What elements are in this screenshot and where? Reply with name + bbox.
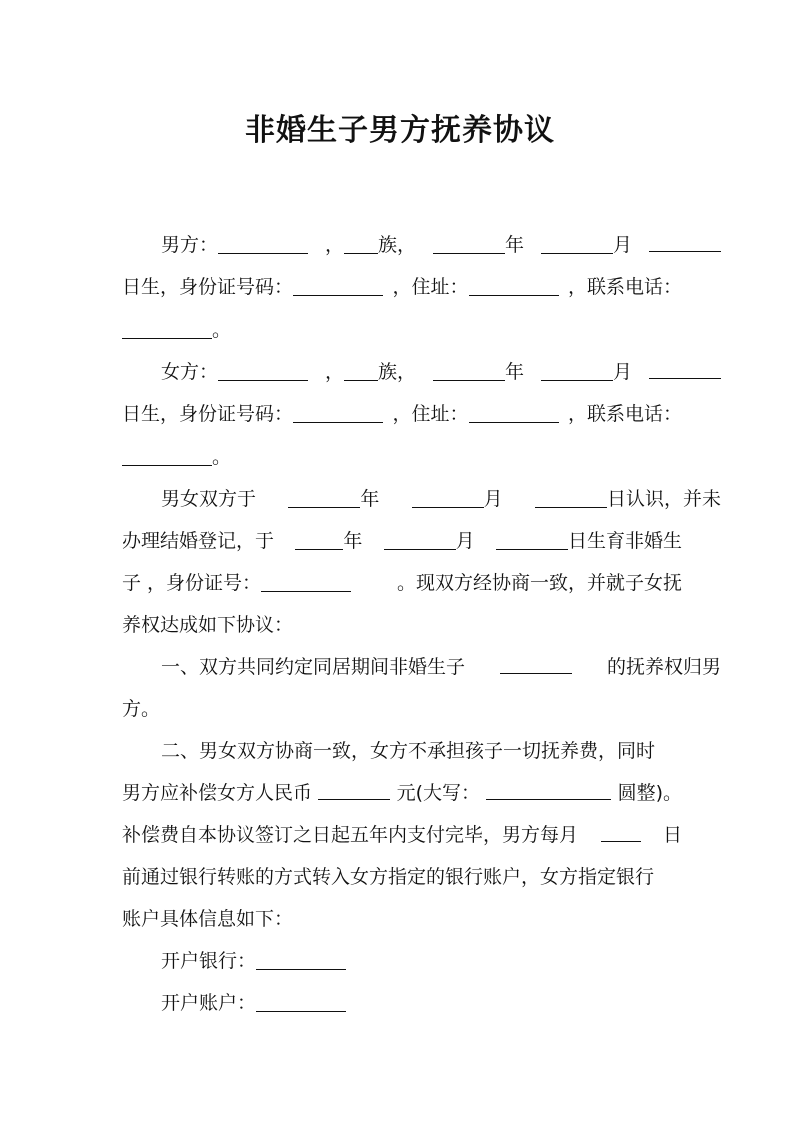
meeting-line-1 — [122, 485, 721, 513]
birth-day-blank[interactable] — [496, 529, 568, 550]
compensation-text: 男方应补偿女方人民币 — [122, 782, 313, 804]
phone-label: 联系电话： — [586, 403, 682, 425]
female-birth-day-blank[interactable] — [649, 358, 721, 379]
clause-2-line-3 — [122, 821, 682, 849]
male-line-3 — [122, 316, 682, 344]
address-label: 住址： — [411, 403, 469, 425]
female-phone-blank[interactable] — [122, 445, 212, 466]
female-name-blank[interactable] — [218, 360, 308, 381]
female-line-1 — [122, 358, 721, 386]
clause-2-text: 二、男女双方协商一致，女方不承担孩子一切抚养费，同时 — [161, 740, 656, 762]
female-address-blank[interactable] — [469, 402, 559, 423]
id-label: 身份证号码： — [179, 276, 294, 298]
clause-1-line-1 — [122, 653, 721, 681]
comma: ， — [324, 361, 344, 383]
comma: ， — [324, 234, 344, 256]
female-line-2 — [122, 400, 682, 428]
agreement-intro: 养权达成如下协议： — [122, 614, 294, 636]
clause-1-end: 的抚养权归男 — [606, 656, 721, 678]
comma: ， — [567, 403, 587, 425]
amount-end: 圆整)。 — [617, 782, 682, 804]
clause-2-line-4 — [122, 863, 682, 891]
comma: ， — [392, 403, 412, 425]
year-label: 年 — [343, 530, 363, 552]
registration-text: 办理结婚登记，于 — [122, 530, 275, 552]
child-name-blank[interactable] — [500, 653, 572, 674]
birth-year-blank[interactable] — [295, 529, 343, 550]
child-id-label: 子 ，身份证号： — [122, 572, 262, 594]
day-label: 日 — [662, 824, 682, 846]
account-label: 开户账户： — [161, 992, 257, 1014]
ethnic-label: 族， — [378, 234, 417, 256]
clause-2-line-1 — [122, 737, 721, 765]
female-ethnic-blank[interactable] — [344, 360, 378, 381]
male-phone-blank[interactable] — [122, 318, 212, 339]
clause-1-text: 一、双方共同约定同居期间非婚生子 — [161, 656, 466, 678]
female-birth-month-blank[interactable] — [541, 360, 613, 381]
day-known-text: 日认识，并未 — [606, 488, 721, 510]
female-id-blank[interactable] — [293, 402, 383, 423]
meeting-line-3 — [122, 569, 682, 597]
female-birth-year-blank[interactable] — [433, 360, 505, 381]
male-birth-month-blank[interactable] — [541, 233, 613, 254]
clause-2-line-2 — [122, 779, 682, 807]
document-title: 非婚生子男方抚养协议 — [245, 113, 555, 148]
day-birth-text: 日生育非婚生 — [567, 530, 682, 552]
period: 。 — [212, 446, 232, 468]
clause-2-line-5 — [122, 905, 682, 933]
month-label: 月 — [455, 530, 475, 552]
meeting-line-4 — [122, 611, 682, 639]
month-label: 月 — [612, 234, 632, 256]
meeting-line-2 — [122, 527, 682, 555]
female-line-3 — [122, 443, 682, 471]
payment-day-blank[interactable] — [601, 821, 641, 842]
bank-blank[interactable] — [256, 949, 346, 970]
bank-line — [122, 947, 721, 975]
day-born-label: 日生， — [122, 403, 180, 425]
clause-1-tail: 方。 — [122, 698, 161, 720]
male-birth-day-blank[interactable] — [649, 231, 721, 252]
male-label: 男方： — [161, 234, 219, 256]
month-label: 月 — [612, 361, 632, 383]
account-info-intro: 账户具体信息如下： — [122, 908, 294, 930]
year-label: 年 — [504, 361, 524, 383]
amount-blank[interactable] — [318, 779, 390, 800]
account-blank[interactable] — [256, 991, 346, 1012]
child-id-blank[interactable] — [261, 571, 351, 592]
payment-text: 补偿费自本协议签订之日起五年内支付完毕，男方每月 — [122, 824, 579, 846]
amount-words-blank[interactable] — [486, 779, 611, 800]
male-birth-year-blank[interactable] — [433, 233, 505, 254]
male-ethnic-blank[interactable] — [344, 233, 378, 254]
agreement-text: 。现双方经协商一致，并就子女抚 — [396, 572, 682, 594]
meet-year-blank[interactable] — [288, 487, 360, 508]
year-label: 年 — [360, 488, 380, 510]
comma: ， — [392, 276, 412, 298]
male-id-blank[interactable] — [293, 275, 383, 296]
day-born-label: 日生， — [122, 276, 180, 298]
meet-day-blank[interactable] — [535, 487, 607, 508]
comma: ， — [567, 276, 587, 298]
male-address-blank[interactable] — [469, 275, 559, 296]
ethnic-label: 族， — [378, 361, 417, 383]
year-label: 年 — [504, 234, 524, 256]
clause-1-line-2 — [122, 695, 682, 723]
bank-label: 开户银行： — [161, 950, 257, 972]
id-label: 身份证号码： — [179, 403, 294, 425]
month-label: 月 — [483, 488, 503, 510]
female-label: 女方： — [161, 361, 219, 383]
meeting-intro: 男女双方于 — [161, 488, 257, 510]
transfer-text: 前通过银行转账的方式转入女方指定的银行账户，女方指定银行 — [122, 866, 655, 888]
male-line-2 — [122, 273, 682, 301]
account-line — [122, 989, 721, 1017]
male-line-1 — [122, 231, 721, 259]
amount-words-label: 元(大写： — [396, 782, 480, 804]
meet-month-blank[interactable] — [412, 487, 484, 508]
phone-label: 联系电话： — [586, 276, 682, 298]
address-label: 住址： — [411, 276, 469, 298]
male-name-blank[interactable] — [218, 233, 308, 254]
birth-month-blank[interactable] — [384, 529, 456, 550]
period: 。 — [212, 319, 232, 341]
